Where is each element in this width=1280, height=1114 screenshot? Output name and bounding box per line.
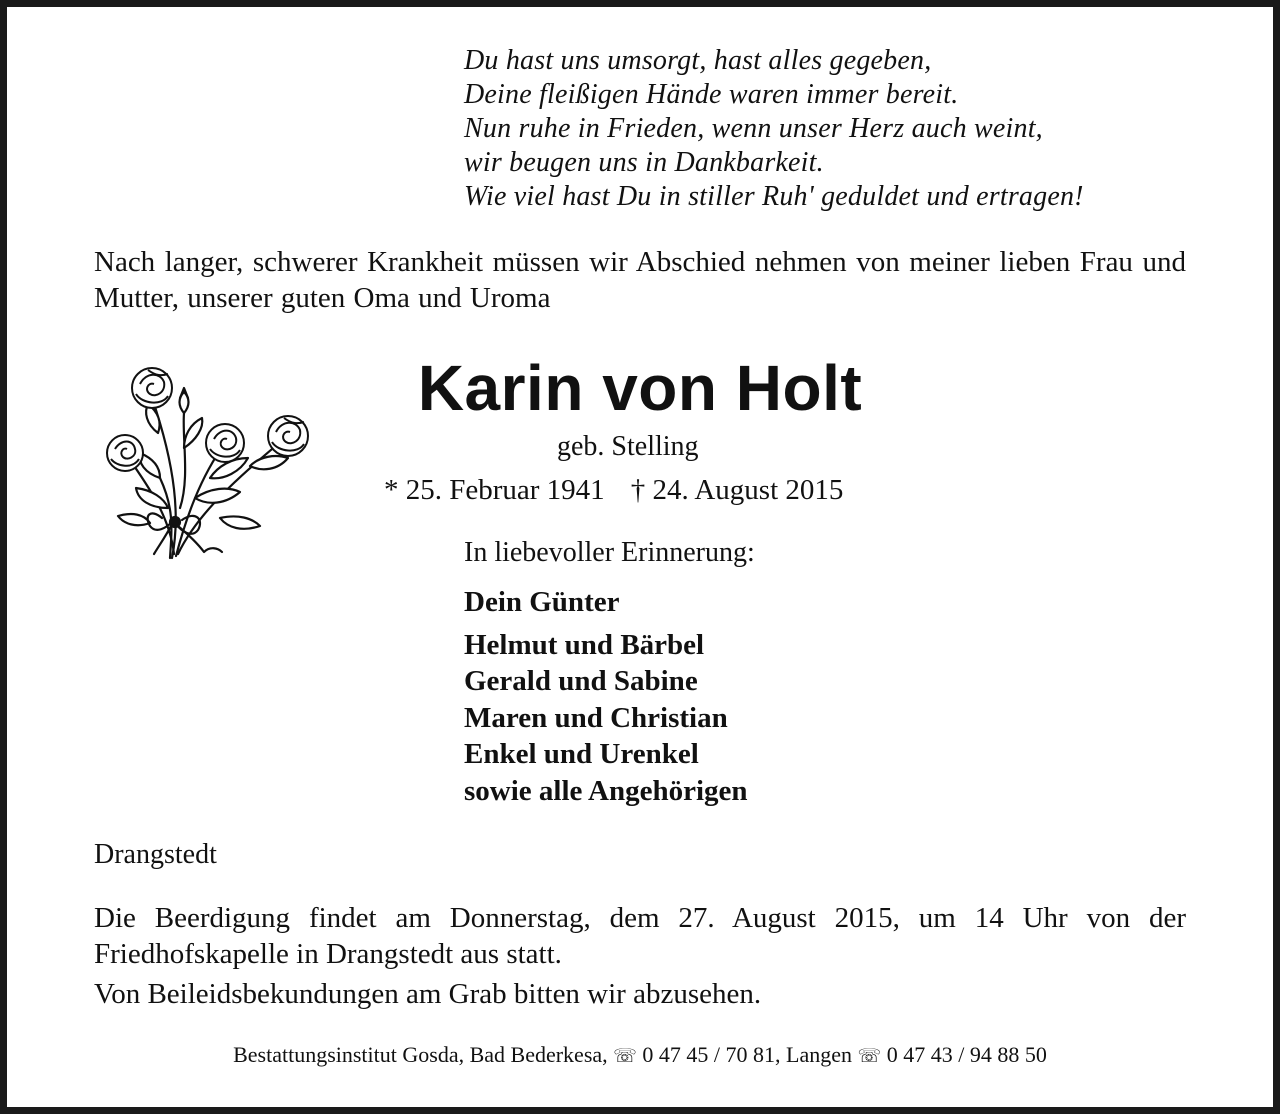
undertaker-name: Bestattungsinstitut Gosda, Bad Bederkesa,: [233, 1042, 608, 1067]
death-date: † 24. August 2015: [630, 474, 844, 506]
condolence-note: Von Beileidsbekundungen am Grab bitten wir abzusehen.: [94, 978, 762, 1010]
poem-line: Nun ruhe in Frieden, wenn unser Herz auch weint,: [464, 113, 1043, 144]
maiden-name: geb. Stelling: [557, 431, 699, 462]
mourners-list: [464, 584, 748, 809]
deceased-name: Karin von Holt: [417, 352, 863, 424]
telephone-icon: ☏: [857, 1045, 882, 1067]
phone-number: 0 47 43 / 94 88 50: [886, 1042, 1047, 1067]
telephone-icon: ☏: [613, 1045, 637, 1067]
mourner: sowie alle Angehörigen: [464, 774, 748, 807]
undertaker-footer: [0, 1040, 1280, 1071]
poem-line: Deine fleißigen Hände waren immer bereit.: [464, 79, 959, 110]
poem-line: Du hast uns umsorgt, hast alles gegeben,: [464, 45, 932, 76]
life-dates: [384, 472, 843, 508]
mourner: Enkel und Urenkel: [464, 738, 699, 770]
poem: [464, 44, 1084, 214]
memory-lead: In liebevoller Erinnerung:: [464, 537, 755, 568]
poem-line: Wie viel hast Du in stiller Ruh' geduldet und ertragen!: [464, 181, 1084, 212]
phone-number: 0 47 45 / 70 81,: [642, 1042, 781, 1067]
funeral-notice: Die Beerdigung findet am Donnerstag, dem 27. August 2015, um 14 Uhr von der Friedhofskapelle in Drangstedt aus statt.: [94, 902, 1186, 970]
mourner: Helmut und Bärbel: [464, 628, 705, 661]
poem-line: wir beugen uns in Dankbarkeit.: [464, 147, 824, 178]
mourner: Gerald und Sabine: [464, 665, 698, 697]
mourner: Dein Günter: [464, 586, 620, 618]
mourner: Maren und Christian: [464, 701, 728, 734]
deceased-name-row: [0, 350, 1280, 426]
second-city: Langen: [786, 1042, 853, 1067]
birth-date: * 25. Februar 1941: [384, 474, 605, 506]
place: Drangstedt: [94, 839, 217, 870]
intro-text: Nach langer, schwerer Krankheit müssen wir Abschied nehmen von meiner lieben Frau und Mutter, unserer guten Oma und Uroma: [94, 246, 1186, 314]
